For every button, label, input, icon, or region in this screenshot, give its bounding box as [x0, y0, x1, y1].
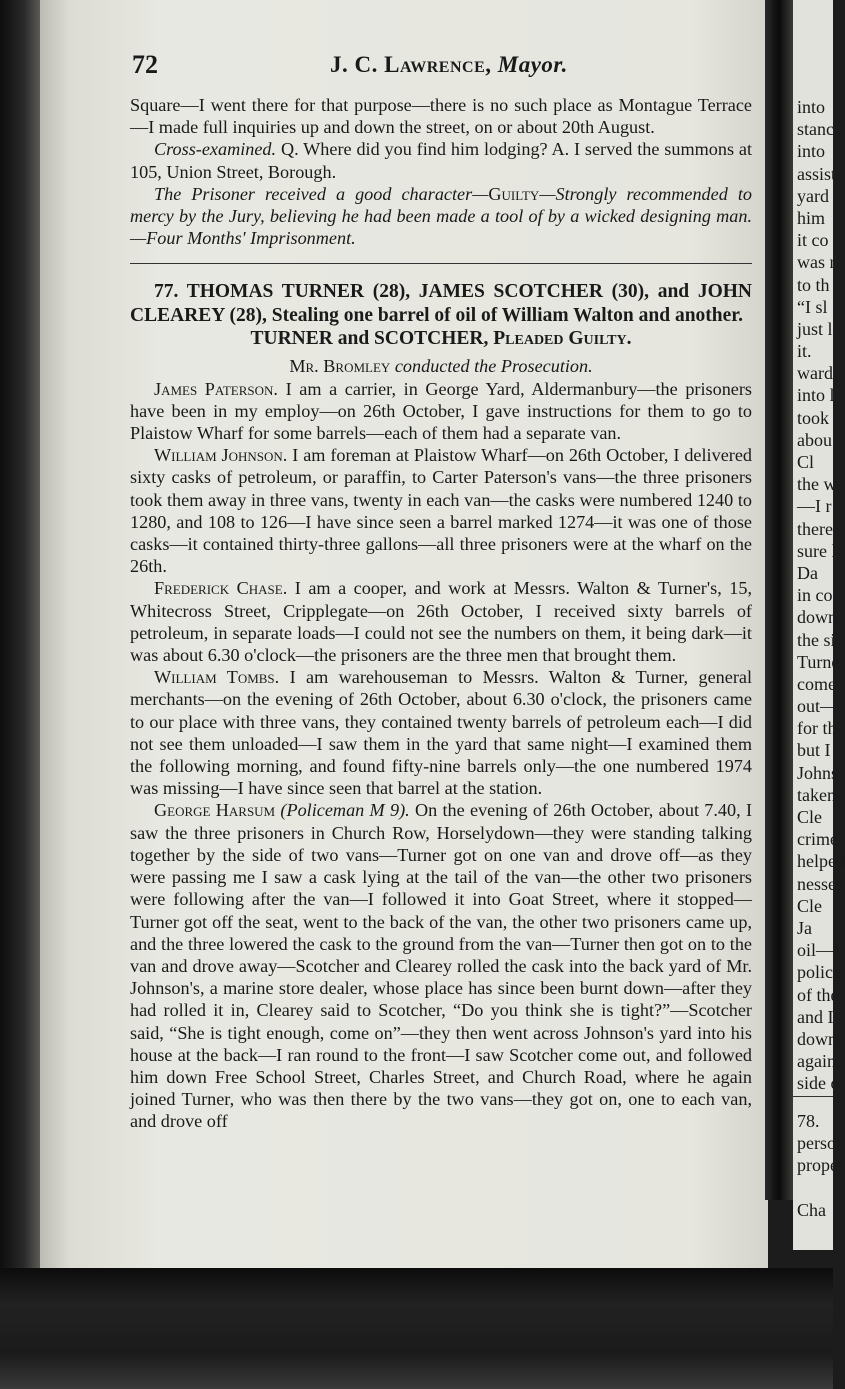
facing-page-line: just l — [797, 318, 833, 339]
page-header — [40, 50, 768, 86]
facing-page-line: down — [797, 607, 837, 628]
facing-page-line: helped — [797, 851, 845, 872]
book-gutter — [765, 0, 793, 1200]
witness-name: William Tombs. — [154, 667, 280, 688]
facing-page-line: him — [797, 207, 826, 228]
scan-bottom-shadow — [0, 1268, 833, 1389]
facing-page-edge — [793, 0, 845, 1250]
facing-page-line: oil—I — [797, 940, 840, 961]
case-heading: 77. THOMAS TURNER (28), JAMES SCOTCHER (30), and JOHN CLEAREY (28), Stealing one barrel of oil of William Walton and another. — [130, 281, 752, 326]
witness-text: I am a carrier, in George Yard, Aldermanbury—the prisoners have been in my employ—on 26th October, I gave instructions for them to go to Plaistow Wharf for some barrels—each of them had a separate van. — [130, 378, 753, 444]
facing-page-line: Cle — [797, 807, 822, 827]
witness-testimony — [130, 378, 752, 445]
facing-page-line: abou — [797, 429, 832, 450]
facing-page-line: but I — [797, 740, 831, 761]
witness-name: James Paterson. — [154, 378, 278, 399]
facing-page-line: was r — [797, 252, 836, 273]
page-number: 72 — [132, 50, 158, 79]
facing-page-line: in co — [797, 585, 833, 606]
facing-page-line: into — [797, 97, 826, 117]
facing-page-line: it co — [797, 230, 829, 251]
facing-page-line: come — [797, 673, 836, 694]
facing-page-text — [797, 96, 845, 1094]
cross-examination — [130, 138, 752, 182]
facing-page-line: Cl — [797, 452, 815, 472]
facing-page-line: —I r — [797, 496, 832, 517]
facing-page-bottom-text — [797, 1110, 845, 1221]
verdict — [130, 183, 752, 250]
witness-testimony — [130, 666, 752, 799]
running-head-initials: J. C. — [330, 52, 378, 77]
facing-page-line: nesses — [797, 873, 843, 894]
case-separator-rule — [130, 263, 752, 264]
facing-page-line: of the — [797, 984, 839, 1005]
facing-page-line: “I sl — [797, 296, 828, 317]
facing-page-line: 78. — [797, 1111, 820, 1131]
plea: Pleaded Guilty. — [493, 328, 632, 350]
witness-name: George Harsum — [154, 800, 276, 821]
counsel-rest: conducted the Prosecution. — [394, 356, 593, 377]
facing-page-line: crime — [797, 829, 838, 850]
paragraph: Square—I went there for that purpose—there is no such place as Montague Terrace—I made full inquiries up and down the street, on or about 20th August. — [130, 95, 752, 138]
verdict-part-b: —Strongly recommended to mercy by the Jury, believing he had been made a tool of by a wicked designing man.—Four Months' Imprisonment. — [130, 183, 752, 249]
facing-page-line: took — [797, 407, 830, 428]
witness-text: I am warehouseman to Messrs. Walton & Turner, general merchants—on the evening of 26th October, about 6.30 o'clock, the prisoners came to our place with three vans, they contained twenty barrels of petroleum each—I did not see them unloaded—I saw them in the yard that same night—I examined them the following morning, and found fifty-nine barrels only—the one numbered 1974 was missing—I have since seen that barrel at the station. — [130, 667, 752, 799]
book-spine-shadow — [0, 0, 40, 1270]
witness-text: I am a cooper, and work at Messrs. Walton & Turner's, 15, Whitecross Street, Cripplegate—on 26th October, I received sixty barrels of petroleum, in separate loads—I could not see the numbers on them, it being dark—it was about 6.30 o'clock—the prisoners are the three men that brought them. — [130, 578, 752, 666]
facing-page-line: Cha — [797, 1199, 826, 1220]
facing-page-line: Cle — [797, 895, 822, 916]
facing-page-line: yard — [797, 185, 829, 206]
page-body — [130, 94, 752, 1133]
cross-examination-text: Q. Where did you find him lodging? A. I served the summons at 105, Union Street, Borough. — [130, 139, 752, 182]
facing-page-line: Turne — [797, 651, 840, 672]
facing-page-line: to th — [797, 274, 830, 295]
running-head-surname: Lawrence, — [384, 52, 492, 77]
witness-role: (Policeman M 9). — [280, 800, 410, 821]
facing-page-line: Ja — [797, 917, 812, 938]
witness-text: I am foreman at Plaistow Wharf—on 26th October, I delivered sixty casks of petroleum, or paraffin, to Carter Paterson's vans—the three prisoners took them away in three vans, twenty in each van—the casks were numbered 1240 to 1280, and 108 to 126—I have since seen a barrel marked 1274—it was one of those casks—it contained thirty-three gallons—all three prisoners were at the wharf on the 26th. — [130, 445, 752, 577]
facing-page-line: Da — [797, 562, 818, 583]
facing-page-line: ward — [797, 363, 833, 384]
facing-page-line: taken — [797, 784, 836, 805]
facing-page-rule — [793, 1096, 833, 1097]
counsel-line — [130, 355, 752, 377]
witness-name: Frederick Chase. — [154, 578, 288, 599]
facing-page-line: down- — [797, 1028, 843, 1049]
facing-page-line: sure l — [797, 540, 837, 561]
facing-page-line: into l — [797, 385, 835, 406]
facing-page-line: it. — [797, 341, 812, 362]
facing-page-line: stanc — [797, 119, 834, 140]
facing-page-line: Johns — [797, 762, 839, 783]
facing-page-line: and I — [797, 1006, 834, 1027]
witness-text: On the evening of 26th October, about 7.40, I saw the three prisoners in Church Row, Horselydown—they were standing talking together by the side of two vans—Turner got on one van and drove off—as they were passing me I saw a cask lying at the tail of the van—the other two prisoners were following after the van—I followed it into Goat Street, where it stopped—Turner got off the seat, went to the back of the van, the other two prisoners came up, and the three lowered the cask to the ground from the van—Turner then got on to the van and drove away—Scotcher and Clearey rolled the cask into the back yard of Mr. Johnson's, a marine store dealer, whose place has since been burnt down—after they had rolled it in, Clearey said to Scotcher, “Do you think she is tight?”—Scotcher said, “She is tight enough, come on”—they then went across Johnson's yard into his house at the back—I ran round to the front—I saw Scotcher come out, and followed him down Free School Street, Charles Street, and Church Road, where he again joined Turner, who was then there by the two vans—they got on, one to each van, and drove off — [130, 800, 753, 1132]
witness-testimony — [130, 444, 752, 577]
facing-page-line: the w — [797, 474, 837, 495]
facing-page-line: the si — [797, 629, 836, 650]
facing-page-line: again, — [797, 1051, 841, 1072]
facing-page-line: assist — [797, 163, 837, 184]
running-head-title: Mayor. — [497, 52, 568, 77]
facing-page-line: into — [797, 141, 826, 162]
book-page — [40, 0, 768, 1268]
facing-page-line: there — [797, 518, 833, 539]
facing-page-line: police — [797, 962, 841, 983]
facing-page-line: for th — [797, 718, 837, 739]
verdict-guilty: Guilty — [488, 183, 540, 204]
facing-page-line: out— — [797, 696, 839, 717]
witness-testimony — [130, 799, 752, 1132]
facing-page-line: person — [797, 1133, 845, 1154]
witness-name: William Johnson. — [154, 445, 288, 466]
running-head — [330, 52, 568, 78]
counsel-name: Mr. Bromley — [289, 356, 391, 377]
facing-page-line: side o — [797, 1073, 840, 1094]
plea-line — [130, 327, 752, 351]
facing-page-line: proper — [797, 1155, 844, 1176]
verdict-part-a: The Prisoner received a good character— — [154, 183, 489, 204]
witness-testimony — [130, 577, 752, 666]
cross-examined-label: Cross-examined. — [154, 139, 277, 160]
plea-names: TURNER and SCOTCHER, — [250, 328, 489, 350]
